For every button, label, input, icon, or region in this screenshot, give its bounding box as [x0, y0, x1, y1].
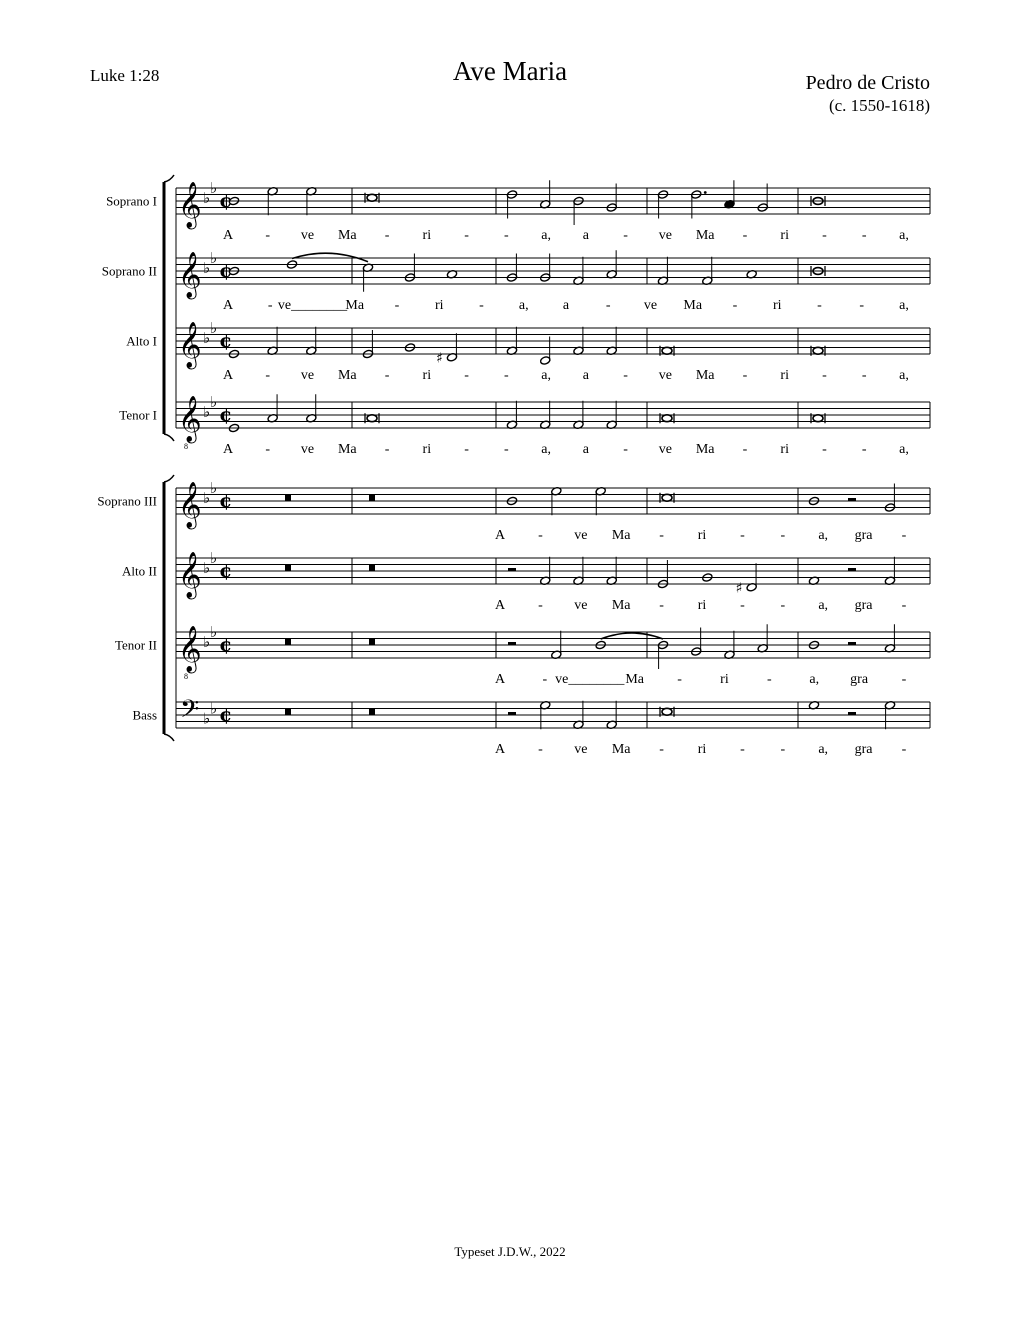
flat-icon: ♭ [210, 393, 218, 412]
lyric-syllable: - [464, 442, 469, 457]
part-name: Bass [132, 707, 157, 723]
lyric-syllable: - [504, 442, 509, 457]
treble-clef-icon: 𝄞 [178, 251, 202, 298]
cut-time-icon: ¢ [219, 559, 233, 582]
lyric-syllable: ri [780, 228, 789, 243]
cut-time-icon: ¢ [219, 489, 233, 512]
whole-rest-icon [285, 639, 291, 646]
flat-icon: ♭ [203, 558, 211, 577]
typeset-credit: Typeset J.D.W., 2022 [454, 1244, 566, 1259]
flat-icon: ♭ [210, 249, 218, 268]
lyric-syllable: ri [434, 298, 444, 313]
lyric-syllable: ri [422, 442, 432, 457]
lyric-syllable: - [861, 368, 867, 383]
lyric-syllable: - [265, 368, 271, 383]
cut-time-icon: ¢ [219, 259, 233, 282]
lyric-syllable: - [394, 298, 400, 313]
treble-clef-icon: 𝄞 [178, 481, 202, 528]
lyric-syllable: - [384, 368, 390, 383]
bracket-hook [164, 475, 174, 482]
lyric-syllable: - [740, 528, 745, 543]
lyric-syllable: - [822, 228, 827, 243]
lyric-syllable: - [742, 228, 748, 243]
lyric-syllable: a, [818, 598, 829, 613]
flat-icon: ♭ [210, 319, 218, 338]
lyric-syllable: A [494, 528, 506, 543]
tie [292, 253, 368, 262]
lyric-syllable: - [901, 742, 907, 757]
lyric-syllable: a [582, 368, 589, 383]
lyric-syllable: ve________ [277, 298, 348, 313]
lyric-syllable: a, [899, 368, 909, 383]
octave-marker-icon: 8 [184, 441, 188, 451]
lyric-syllable: ri [780, 442, 789, 457]
lyric-syllable: ve [658, 228, 673, 243]
lyric-syllable: - [817, 298, 822, 313]
lyric-syllable: - [901, 672, 907, 687]
lyric-syllable: a, [541, 442, 551, 457]
part-name: Soprano III [97, 493, 157, 509]
source-reference: Luke 1:28 [90, 66, 160, 85]
sharp-icon: ♯ [436, 350, 443, 367]
lyric-syllable: - [742, 442, 748, 457]
flat-icon: ♭ [203, 258, 211, 277]
lyric-syllable: ve [300, 368, 315, 383]
lyric-syllable: - [659, 528, 664, 543]
breve-note [367, 415, 377, 422]
treble-clef-icon: 𝄞 [178, 625, 202, 672]
breve-note [662, 494, 672, 501]
composer-dates: (c. 1550-1618) [828, 96, 930, 115]
lyric-syllable: ve [300, 442, 315, 457]
staff-alto-i [176, 328, 930, 354]
lyric-syllable: ri [772, 298, 782, 313]
lyric-syllable: - [504, 368, 509, 383]
lyric-syllable: A [222, 368, 234, 383]
cut-time-icon: ¢ [219, 189, 233, 212]
composer-name: Pedro de Cristo [805, 72, 930, 94]
half-rest-icon [848, 642, 856, 645]
dot-icon [704, 191, 707, 194]
lyric-syllable: ri [780, 368, 789, 383]
half-rest-icon [508, 712, 516, 715]
lyric-syllable: - [859, 298, 865, 313]
lyric-syllable: Ma [625, 672, 645, 687]
part-name: Tenor II [114, 637, 157, 653]
bracket-hook [164, 434, 174, 441]
lyric-syllable: a, [899, 298, 909, 313]
flat-icon: ♭ [203, 488, 211, 507]
half-rest-icon [508, 642, 516, 645]
lyric-syllable: a, [518, 298, 529, 313]
lyric-syllable: gra [854, 598, 873, 613]
lyric-syllable: - [732, 298, 738, 313]
cut-time-icon: ¢ [219, 403, 233, 426]
lyric-syllable: ve [574, 598, 588, 613]
lyric-syllable: - [605, 298, 611, 313]
lyric-syllable: Ma [611, 528, 631, 543]
part-name: Soprano I [106, 193, 157, 209]
lyric-syllable: ri [422, 228, 432, 243]
part-name: Soprano II [101, 263, 157, 279]
breve-note [662, 708, 672, 715]
lyric-syllable: Ma [695, 442, 715, 457]
whole-rest-icon [285, 495, 291, 502]
lyric-syllable: Ma [683, 298, 703, 313]
lyric-syllable: - [464, 368, 469, 383]
whole-rest-icon [285, 709, 291, 716]
breve-note [662, 415, 672, 422]
lyric-syllable: Ma [611, 598, 631, 613]
lyric-syllable: a [582, 228, 589, 243]
lyric-syllable: - [623, 228, 628, 243]
lyric-syllable: ve [574, 528, 588, 543]
lyric-syllable: A [222, 228, 234, 243]
lyric-syllable: Ma [337, 368, 357, 383]
lyric-syllable: - [659, 742, 664, 757]
part-name: Tenor I [119, 407, 157, 423]
lyric-syllable: - [861, 442, 867, 457]
lyric-syllable: - [265, 442, 271, 457]
cut-time-icon: ¢ [219, 703, 233, 726]
lyric-syllable: - [766, 672, 772, 687]
lyric-syllable: A [222, 298, 234, 313]
lyric-syllable: - [780, 598, 786, 613]
lyric-syllable: ve [658, 442, 673, 457]
lyric-syllable: - [384, 228, 390, 243]
page-title: Ave Maria [452, 56, 568, 86]
lyric-syllable: - [740, 742, 745, 757]
lyric-syllable: gra [850, 672, 869, 687]
flat-icon: ♭ [210, 479, 218, 498]
part-name: Alto I [126, 333, 157, 349]
lyric-syllable: Ma [337, 228, 357, 243]
treble-clef-icon: 𝄞 [178, 181, 202, 228]
flat-icon: ♭ [203, 709, 211, 728]
lyric-syllable: - [623, 368, 628, 383]
breve-note [367, 194, 377, 201]
lyric-syllable: - [265, 228, 271, 243]
lyric-syllable: gra [854, 528, 873, 543]
lyric-syllable: ri [720, 672, 729, 687]
lyric-syllable: A [494, 598, 506, 613]
flat-icon: ♭ [203, 328, 211, 347]
cut-time-icon: ¢ [219, 329, 233, 352]
breve-note [662, 347, 672, 354]
half-rest-icon [848, 568, 856, 571]
flat-icon: ♭ [210, 699, 218, 718]
cut-time-icon: ¢ [219, 633, 233, 656]
lyric-syllable: a, [899, 228, 909, 243]
lyric-syllable: ve [574, 742, 588, 757]
flat-icon: ♭ [210, 549, 218, 568]
bracket-hook [164, 734, 174, 741]
flat-icon: ♭ [210, 623, 218, 642]
lyric-syllable: a, [818, 742, 829, 757]
lyric-syllable: A [494, 672, 506, 687]
lyric-syllable: - [464, 228, 469, 243]
whole-rest-icon [369, 639, 375, 646]
lyric-syllable: ri [697, 742, 707, 757]
octave-marker-icon: 8 [184, 671, 188, 681]
lyric-syllable: ve________ [555, 672, 625, 687]
lyric-syllable: a, [541, 228, 551, 243]
lyric-syllable: - [623, 442, 628, 457]
half-rest-icon [848, 712, 856, 715]
flat-icon: ♭ [203, 188, 211, 207]
lyric-syllable: - [538, 598, 543, 613]
lyric-syllable: ri [697, 528, 707, 543]
lyric-syllable: Ma [345, 298, 365, 313]
half-rest-icon [508, 568, 516, 571]
lyric-syllable: Ma [611, 742, 631, 757]
lyric-syllable: gra [854, 742, 873, 757]
whole-rest-icon [285, 565, 291, 572]
lyric-syllable: A [222, 442, 234, 457]
lyric-syllable: - [740, 598, 745, 613]
lyric-syllable: - [780, 742, 786, 757]
treble-clef-icon: 𝄞 [178, 321, 202, 368]
lyric-syllable: - [542, 672, 548, 687]
lyric-syllable: - [822, 368, 827, 383]
lyric-syllable: - [538, 742, 543, 757]
lyric-syllable: - [780, 528, 786, 543]
lyric-syllable: - [538, 528, 543, 543]
lyric-syllable: Ma [695, 368, 715, 383]
lyric-syllable: - [901, 528, 907, 543]
lyric-syllable: - [267, 298, 273, 313]
lyric-syllable: - [384, 442, 390, 457]
sharp-icon: ♯ [735, 580, 743, 597]
lyric-syllable: ri [697, 598, 707, 613]
lyric-syllable: ri [422, 368, 432, 383]
lyric-syllable: a, [809, 672, 820, 687]
bass-clef-icon: 𝄢 [180, 695, 200, 731]
lyric-syllable: a, [541, 368, 551, 383]
lyric-syllable: - [479, 298, 484, 313]
lyric-syllable: - [822, 442, 827, 457]
lyric-syllable: - [504, 228, 509, 243]
whole-rest-icon [369, 495, 375, 502]
lyric-syllable: ve [300, 228, 315, 243]
breve-note [813, 347, 823, 354]
flat-icon: ♭ [203, 632, 211, 651]
lyric-syllable: a, [899, 442, 909, 457]
lyric-syllable: - [742, 368, 748, 383]
breve-note [813, 415, 823, 422]
lyric-syllable: - [901, 598, 907, 613]
lyric-syllable: Ma [695, 228, 715, 243]
part-name: Alto II [121, 563, 157, 579]
lyric-syllable: ve [643, 298, 658, 313]
flat-icon: ♭ [210, 179, 218, 198]
lyric-syllable: a [582, 442, 589, 457]
treble-clef-icon: 𝄞 [178, 395, 202, 442]
lyric-syllable: A [494, 742, 506, 757]
lyric-syllable: a [562, 298, 570, 313]
bracket-hook [164, 175, 174, 182]
lyric-syllable: a, [818, 528, 829, 543]
treble-clef-icon: 𝄞 [178, 551, 202, 598]
staff-soprano-i [176, 188, 930, 214]
whole-rest-icon [369, 709, 375, 716]
lyric-syllable: - [677, 672, 682, 687]
lyric-syllable: - [659, 598, 664, 613]
whole-rest-icon [369, 565, 375, 572]
flat-icon: ♭ [203, 402, 211, 421]
lyric-syllable: - [861, 228, 867, 243]
lyric-syllable: Ma [337, 442, 357, 457]
half-rest-icon [848, 498, 856, 501]
lyric-syllable: ve [658, 368, 673, 383]
